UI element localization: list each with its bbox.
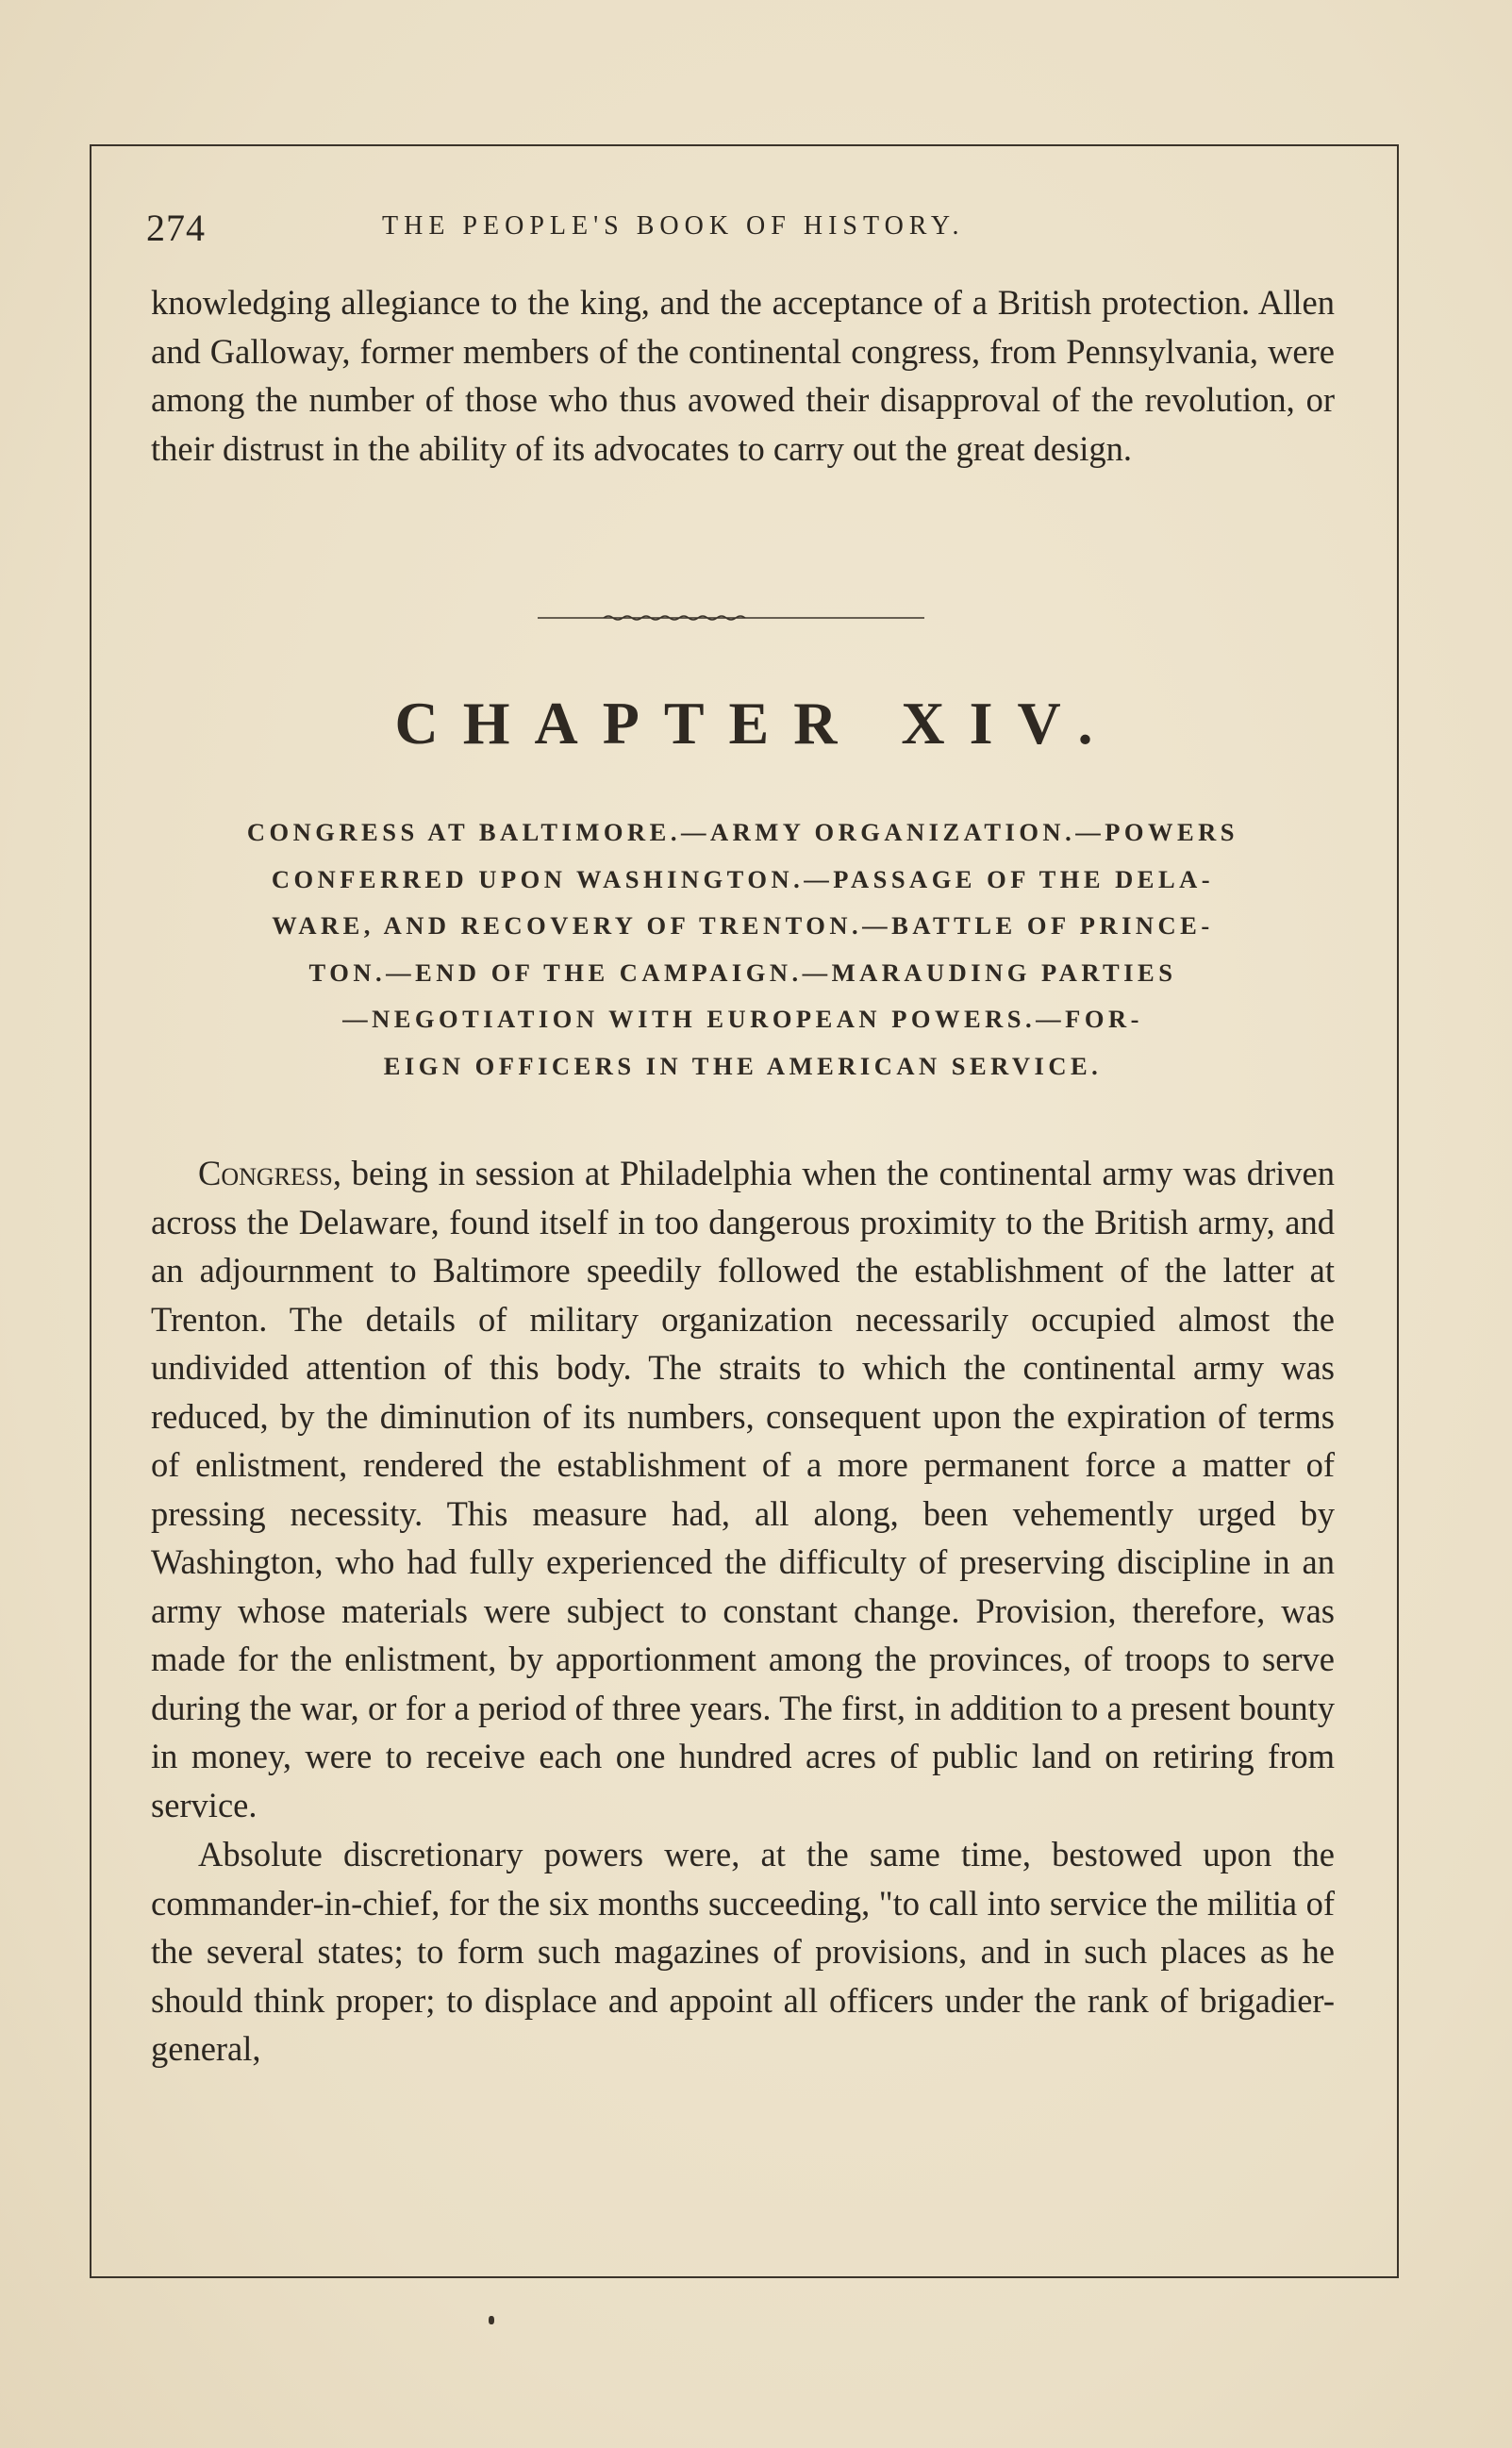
page-number: 274 — [146, 207, 206, 249]
chapter-synopsis — [151, 809, 1335, 1090]
running-head — [146, 206, 1335, 253]
synopsis-line: TON.—END OF THE CAMPAIGN.—MARAUDING PARTIES — [308, 958, 1177, 987]
opening-paragraph-text: knowledging allegiance to the king, and the acceptance of a British protection. Allen and Galloway, former members of the continental congress, from Pennsylvania, were among the number of those who thus avowed their disapproval of the revolution, or their distrust in the ability of its advocates to carry out the great design. — [151, 283, 1335, 468]
body-paragraph — [151, 1149, 1335, 1829]
chapter-title: CHAPTER XIV. — [394, 690, 1118, 757]
paragraph-lead-word: Congress — [198, 1154, 333, 1192]
synopsis-line: WARE, AND RECOVERY OF TRENTON.—BATTLE OF PRINCE- — [272, 911, 1214, 940]
synopsis-line: —NEGOTIATION WITH EUROPEAN POWERS.—FOR- — [342, 1005, 1143, 1033]
body-paragraph: Absolute discretionary powers were, at the same time, bestowed upon the commander-in-chief, for the six months succeeding, "to call into service the militia of the several states; to form such magazines of provisions, and in such places as he should think proper; to displace and appoint all officers under the rank of brigadier-general, — [151, 1835, 1335, 2068]
synopsis-line: EIGN OFFICERS IN THE AMERICAN SERVICE. — [383, 1051, 1103, 1080]
synopsis-line: CONGRESS AT BALTIMORE.—ARMY ORGANIZATION.—POWERS — [246, 818, 1239, 846]
synopsis-line: CONFERRED UPON WASHINGTON.—PASSAGE OF THE DELA- — [271, 864, 1215, 893]
chapter-body — [151, 1149, 1335, 2073]
print-speck — [489, 2316, 494, 2324]
body-paragraph-text: , being in session at Philadelphia when the continental army was driven across the Delaware, found itself in too dangerous proximity to the British army, and an adjournment to Baltimore speedily followed the establishment of the latter at Trenton. The details of military organization necessarily occupied almost the undivided attention of this body. The straits to which the continental army was reduced, by the diminution of its numbers, consequent upon the expiration of terms of enlistment, rendered the establishment of a more permanent force a matter of pressing necessity. This measure had, all along, been vehemently urged by Washington, who had fully experienced the difficulty of preserving discipline in an army whose materials were subject to constant change. Provision, therefore, was made for the enlistment, by apportionment among the provinces, of troops to serve during the war, or for a period of three years. The first, in addition to a present bounty in money, were to receive each one hundred acres of public land on retiring from service. — [151, 1154, 1335, 1824]
opening-paragraph — [151, 278, 1335, 473]
section-divider-ornament — [538, 611, 924, 624]
book-title: THE PEOPLE'S BOOK OF HISTORY. — [382, 211, 965, 241]
